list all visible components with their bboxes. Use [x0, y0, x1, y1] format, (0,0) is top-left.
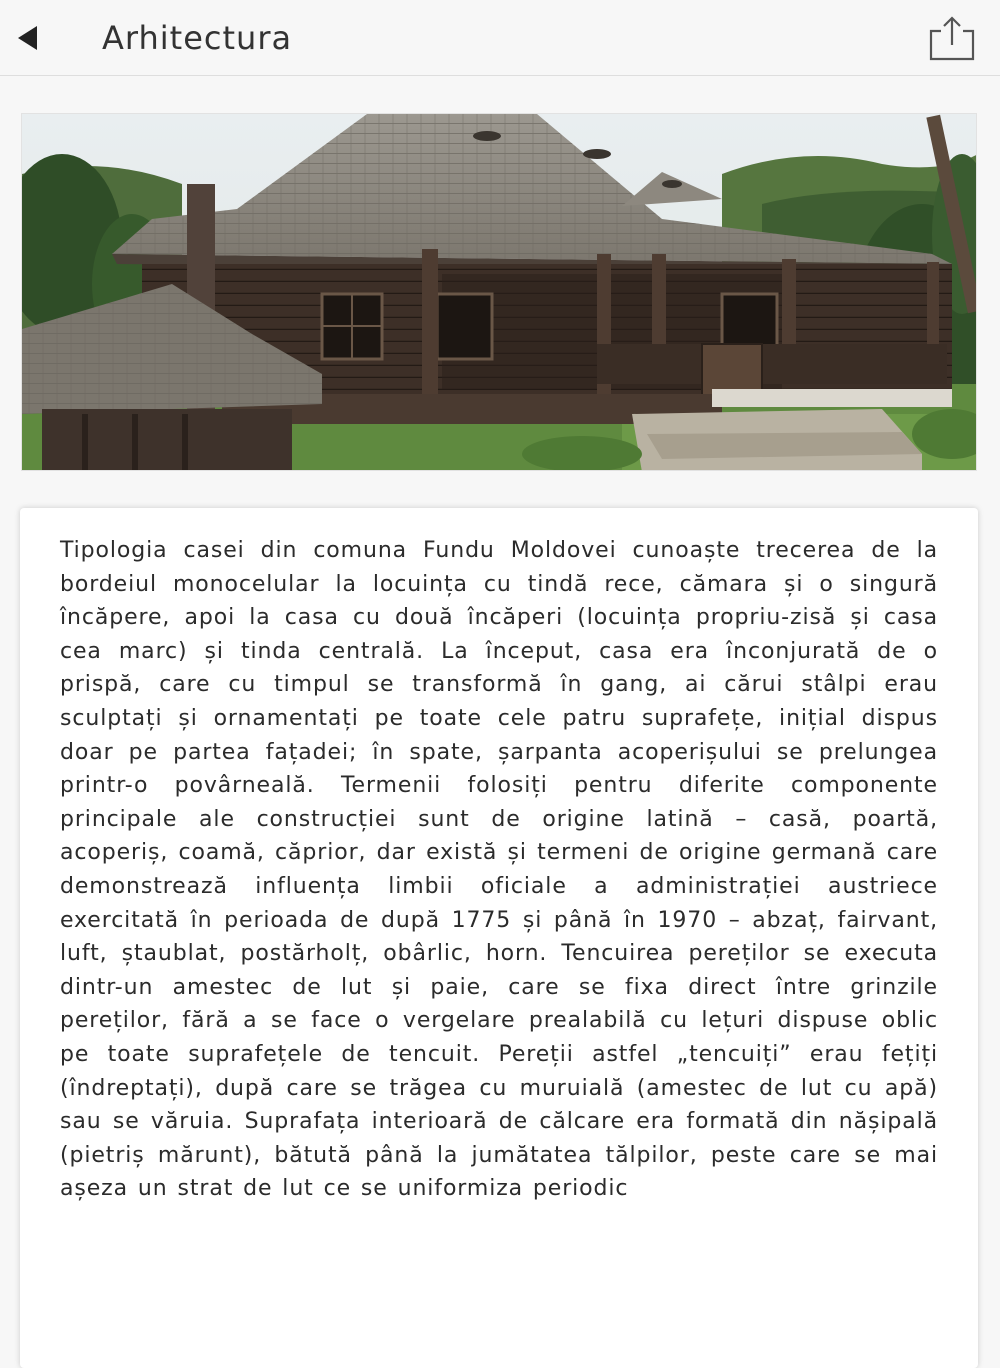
content-card [20, 508, 978, 1368]
back-arrow-icon [15, 24, 41, 52]
page-title: Arhitectura [102, 19, 293, 57]
article-text: Tipologia casei din comuna Fundu Moldovei cunoaște trecerea de la bordeiul monocelular la locuința cu tindă rece, cămara și o singură încăpere, apoi la casa cu două încăperi (locuința propriu-zisă și casa cea marc) și tinda centrală. La început, casa era înconjurată de o prispă, care cu timpul se transformă în gang, ai cărui stâlpi erau sculptați și ornamentați pe toate cele patru suprafețe, inițial dispus doar pe partea fațadei; în spate, șarpanta acoperișului se prelungea printr-o povârneală. Termenii folosiți pentru diferite componente principale ale construcției sunt de origine latină – casă, poartă, acoperiș, coamă, căprior, dar există și termeni de origine germană care demonstrează influența limbii oficiale a administrației austriece exercitată în perioada de după 1775 și până în 1970 – abzaț, fairvant, luft, ștaublat, postărholț, obârlic, horn. Tencuirea pereților se executa dintr-un amestec de lut și paie, care se fixa direct între grinzile pereților, fără a se face o vergelare prealabilă cu lețuri dispuse oblic pe toate suprafețele de tencuit. Pereții astfel „tencuiți” erau fețiți (îndreptați), după care se trăgea cu muruială (amestec de lut cu apă) sau se văruia. Suprafața interioară de călcare era formată din nășipală (pietriș mărunt), bătută până la jumătatea tălpilor, peste care se mai așeza un strat de lut ce se uniformiza periodic [60, 538, 938, 1202]
share-button[interactable] [924, 12, 980, 64]
wooden-house-photo [22, 114, 977, 471]
top-app-bar [0, 0, 1000, 76]
hero-image [21, 113, 977, 471]
back-button[interactable] [8, 18, 48, 58]
share-icon [927, 15, 977, 61]
